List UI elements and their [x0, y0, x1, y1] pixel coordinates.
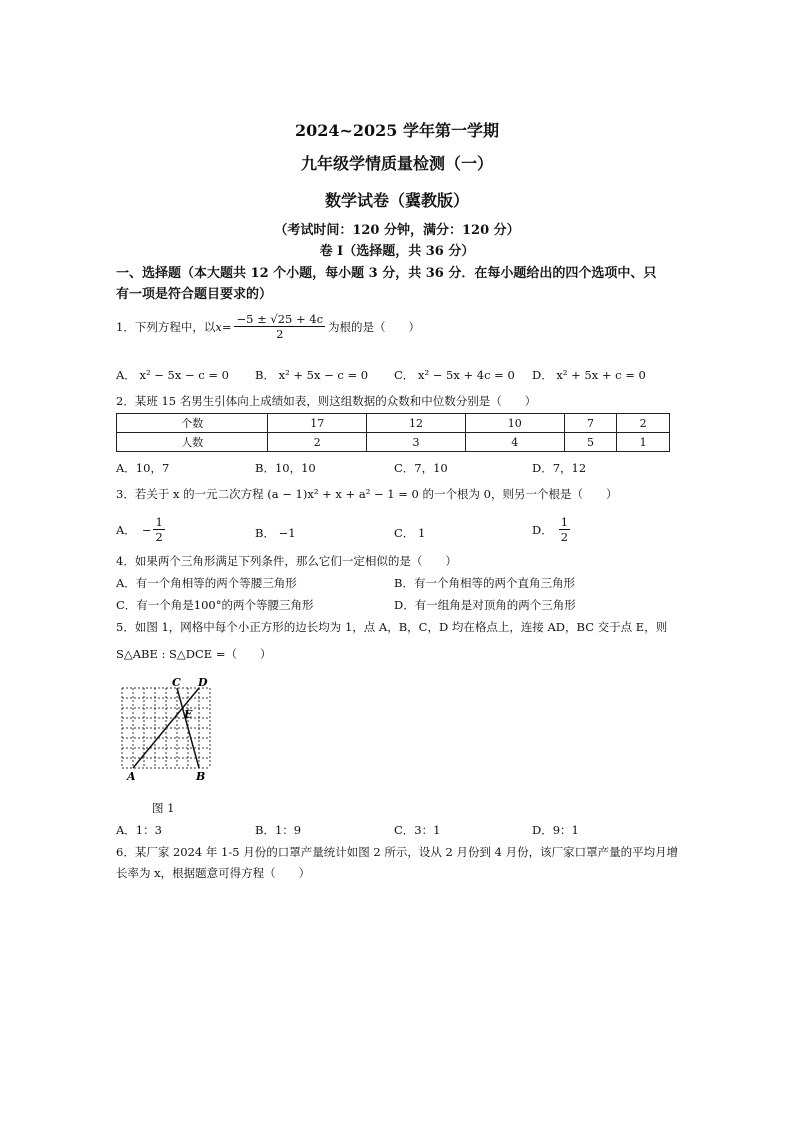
q2-option-b[interactable]: B．10，10 [255, 461, 316, 475]
exam-name: 数学试卷（冀教版） [324, 191, 469, 210]
q5-option-a[interactable]: A．1：3 [116, 823, 162, 837]
q3-option-d-label: D． [532, 522, 553, 537]
section-heading-line2: 有一项是符合题目要求的） [116, 287, 273, 302]
q1-variable: x [215, 319, 222, 334]
question-1 [116, 312, 420, 341]
point-label-e: E [184, 708, 193, 721]
point-label-c: C [172, 676, 181, 689]
q4-option-c[interactable]: C．有一个角是100°的两个等腰三角形 [116, 598, 314, 612]
question-3: 3．若关于 x 的一元二次方程 (a − 1)x² + x + a² − 1 = 0 的一个根为 0，则另一个根是（ ） [116, 487, 618, 501]
q5-option-c[interactable]: C．3：1 [394, 823, 441, 837]
q3-option-c[interactable]: C． 1 [394, 526, 426, 540]
q1-equals: = [221, 319, 232, 334]
point-label-b: B [196, 770, 206, 783]
q5-area-ratio: S△ABE : S△DCE =（ ） [116, 647, 272, 661]
q2-score-table [116, 413, 670, 452]
table-cell: 12 [367, 414, 466, 433]
q4-option-a[interactable]: A．有一个角相等的两个等腰三角形 [116, 576, 297, 590]
q1-prefix: 1．下列方程中，以 [116, 319, 216, 334]
fraction-numerator: 1 [155, 515, 163, 529]
q3-option-a-sign: − [141, 522, 152, 537]
table-cell: 2 [617, 414, 670, 433]
q2-option-d[interactable]: D．7，12 [532, 461, 587, 475]
table-cell: 个数 [117, 414, 268, 433]
q1-root-formula [234, 312, 325, 341]
q5-option-d[interactable]: D．9：1 [532, 823, 579, 837]
figure-1-grid [112, 674, 216, 786]
table-row [117, 433, 670, 452]
section-heading-line1: 一、选择题（本大题共 12 个小题，每小题 3 分，共 36 分．在每小题给出的四个选项中、只 [116, 266, 657, 281]
q1-option-d[interactable]: D． x² + 5x + c = 0 [532, 368, 646, 382]
question-2: 2．某班 15 名男生引体向上成绩如表，则这组数据的众数和中位数分别是（ ） [116, 394, 537, 408]
q3-option-a-fraction [153, 515, 164, 544]
question-6-line1: 6．某厂家 2024 年 1-5 月份的口罩产量统计如图 2 所示，设从 2 月份到 4 月份，该厂家口罩产量的平均月增 [116, 845, 679, 859]
table-row [117, 414, 670, 433]
q3-option-d[interactable] [532, 515, 570, 544]
exam-subtitle: 九年级学情质量检测（一） [300, 154, 493, 173]
fraction-denominator: 2 [155, 530, 163, 544]
table-cell: 10 [465, 414, 564, 433]
q3-option-d-fraction [559, 515, 570, 544]
table-cell: 5 [564, 433, 617, 452]
q1-formula-numerator: −5 ± √25 + 4c [236, 312, 324, 326]
q5-option-b[interactable]: B．1：9 [255, 823, 302, 837]
q4-option-d[interactable]: D．有一组角是对顶角的两个三角形 [394, 598, 576, 612]
exam-title: 2024~2025 学年第一学期 [294, 121, 500, 140]
q1-option-b[interactable]: B． x² + 5x − c = 0 [255, 368, 369, 382]
q4-option-b[interactable]: B．有一个角相等的两个直角三角形 [394, 576, 575, 590]
table-cell: 17 [268, 414, 367, 433]
volume-heading: 卷 I（选择题，共 36 分） [319, 244, 475, 259]
fraction-numerator: 1 [560, 515, 569, 529]
q3-option-a[interactable] [116, 515, 165, 544]
point-label-d: D [198, 676, 208, 689]
q3-option-b[interactable]: B． −1 [255, 526, 296, 540]
q1-option-c[interactable]: C． x² − 5x + 4c = 0 [394, 368, 515, 382]
table-cell: 1 [617, 433, 670, 452]
figure-1-caption: 图 1 [152, 801, 175, 815]
q1-option-a[interactable]: A． x² − 5x − c = 0 [116, 368, 229, 382]
q2-option-a[interactable]: A．10，7 [116, 461, 170, 475]
q2-option-c[interactable]: C．7，10 [394, 461, 448, 475]
table-cell: 7 [564, 414, 617, 433]
q1-formula-denominator: 2 [276, 327, 284, 341]
table-cell: 人数 [117, 433, 268, 452]
question-4: 4．如果两个三角形满足下列条件，那么它们一定相似的是（ ） [116, 554, 457, 568]
table-cell: 4 [465, 433, 564, 452]
exam-time-info: （考试时间：120 分钟，满分：120 分） [274, 223, 520, 238]
q3-option-a-label: A． [116, 522, 136, 537]
fraction-denominator: 2 [560, 530, 569, 544]
table-cell: 2 [268, 433, 367, 452]
q1-suffix: 为根的是（ ） [328, 319, 421, 334]
point-label-a: A [127, 770, 136, 783]
table-cell: 3 [367, 433, 466, 452]
question-6-line2: 长率为 x，根据题意可得方程（ ） [116, 866, 311, 880]
question-5: 5．如图 1，网格中每个小正方形的边长均为 1，点 A，B，C，D 均在格点上，连接 AD，BC 交于点 E，则 [116, 620, 668, 634]
